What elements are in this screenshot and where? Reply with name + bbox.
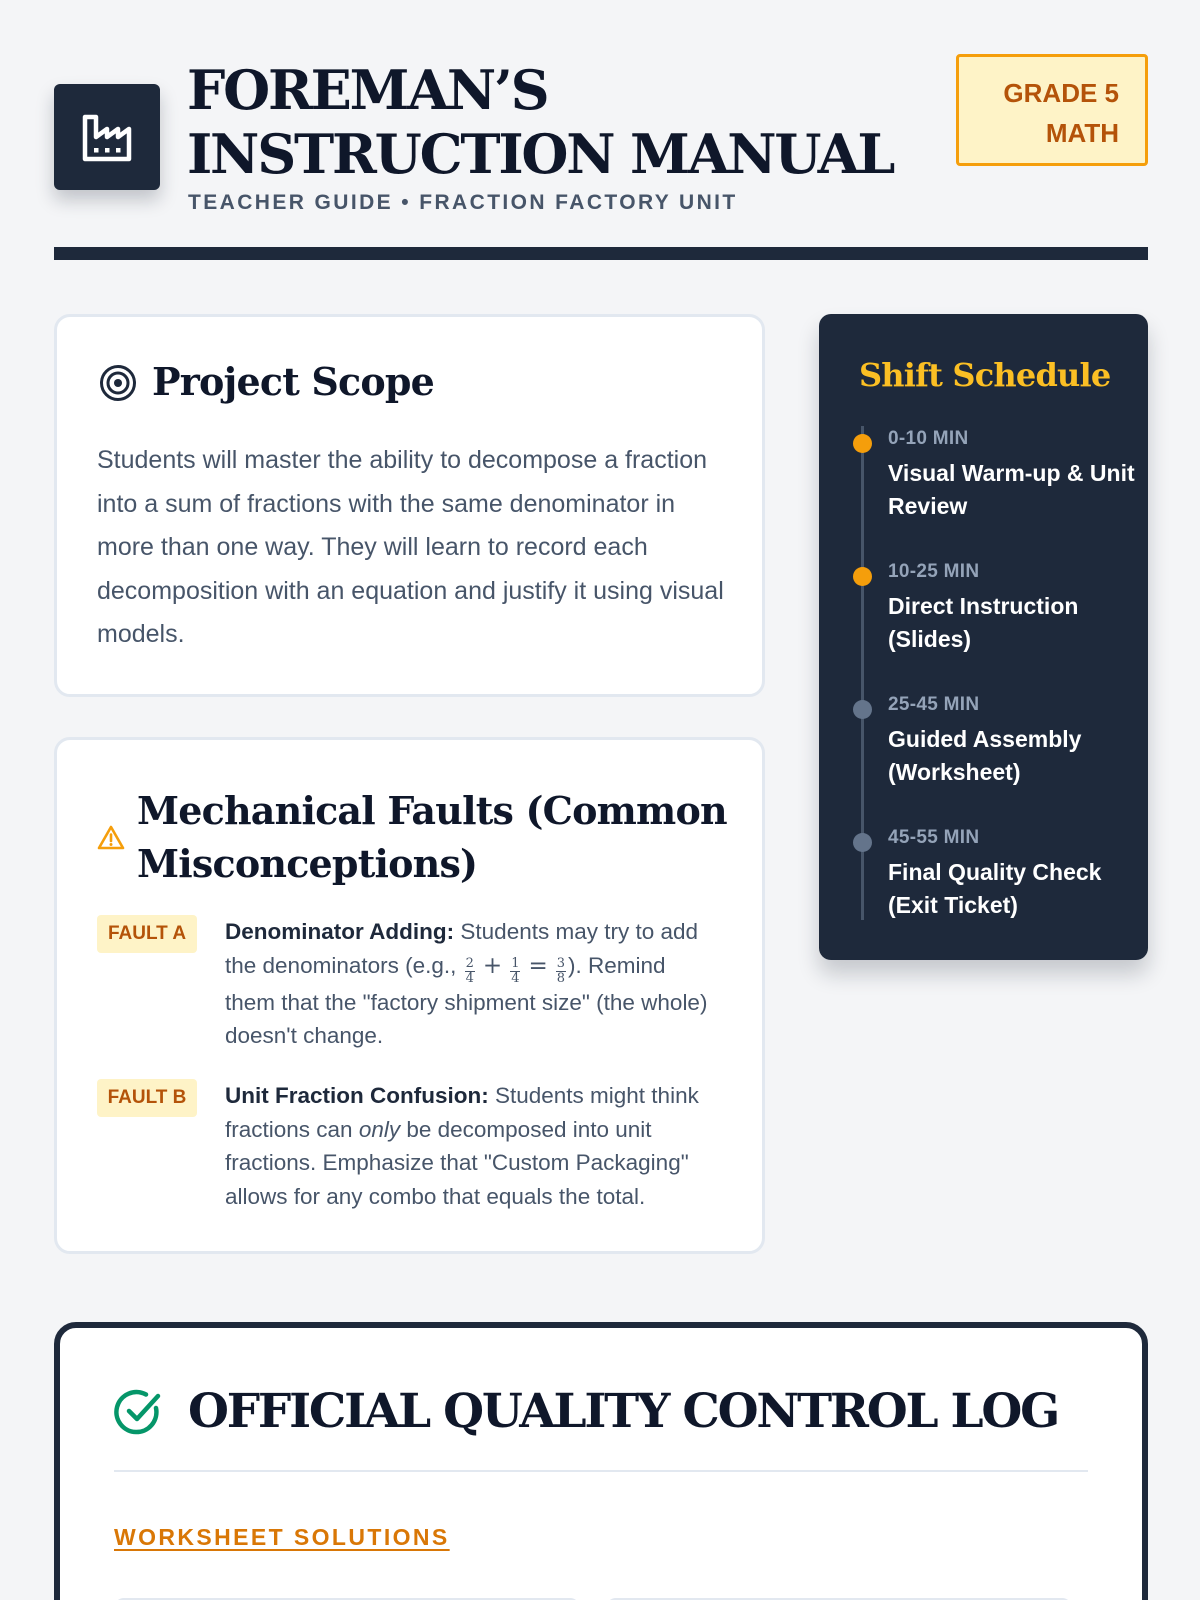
fraction-denominator: 8 (556, 970, 566, 986)
logo (54, 84, 160, 190)
page-subtitle: TEACHER GUIDE • FRACTION FACTORY UNIT (188, 191, 738, 214)
fraction-denominator: 4 (511, 970, 520, 986)
schedule-label: Direct Instruction (Slides) (888, 593, 1079, 652)
equals-sign: = (528, 952, 548, 979)
grade-badge-line2: MATH (1045, 118, 1119, 148)
fault-text: Students may try to add the denominators (e.g., (225, 919, 699, 978)
project-scope-title: Project Scope (152, 359, 435, 404)
fault-text: ). Remind them that the "factory shipment size" (the whole) doesn't change. (225, 952, 708, 1048)
timeline-dot (853, 700, 872, 719)
page-title: FOREMAN’S INSTRUCTION MANUAL (187, 58, 894, 186)
timeline-dot (853, 434, 872, 453)
fault-heading: Unit Fraction Confusion: (225, 1083, 489, 1108)
worksheet-solutions-link[interactable]: WORKSHEET SOLUTIONS (114, 1524, 450, 1550)
fault-text: be decomposed into unit fractions. Emphasize that "Custom Packaging" allows for any combo that equals the total. (225, 1116, 689, 1209)
fault-emphasis: only (358, 1116, 401, 1142)
fraction-numerator: 1 (511, 955, 520, 971)
schedule-time: 0-10 MIN (888, 428, 969, 449)
page (54, 0, 1148, 1600)
grade-badge (956, 54, 1148, 166)
project-scope-card (54, 314, 765, 697)
misconceptions-card (54, 737, 765, 1254)
fraction-denominator: 4 (465, 970, 474, 986)
fault-description (225, 915, 715, 1053)
target-icon (98, 363, 138, 403)
schedule-label: Final Quality Check (Exit Ticket) (888, 859, 1102, 918)
fraction-numerator: 3 (556, 955, 566, 971)
timeline-dot (853, 567, 872, 586)
misconceptions-title: Mechanical Faults (Common Misconceptions) (137, 788, 727, 886)
plus-sign: + (482, 952, 503, 979)
schedule-time: 10-25 MIN (888, 561, 980, 582)
fraction (465, 957, 475, 986)
factory-icon (79, 109, 135, 165)
divider (114, 1470, 1088, 1472)
schedule-label: Guided Assembly (Worksheet) (888, 726, 1082, 785)
fault-heading: Denominator Adding: (225, 919, 455, 944)
fraction-numerator: 2 (465, 955, 474, 971)
shift-schedule-title: Shift Schedule (859, 356, 1111, 394)
quality-control-log (54, 1322, 1148, 1600)
fault-description (225, 1079, 715, 1213)
grade-badge-line1: GRADE 5 (1003, 78, 1119, 108)
schedule-time: 25-45 MIN (888, 694, 980, 715)
warning-icon (97, 824, 125, 852)
header-divider (54, 247, 1148, 260)
schedule-time: 45-55 MIN (888, 827, 980, 848)
project-scope-text: Students will master the ability to decompose a fraction into a sum of fractions with the same denominator in more than one way. They will learn to record each decomposition with an equation and justify it using visual models. (97, 446, 724, 648)
fraction (556, 957, 566, 986)
fault-text: Students might think fractions can (225, 1083, 699, 1142)
check-circle-icon (112, 1386, 164, 1438)
schedule-label: Visual Warm-up & Unit Review (888, 460, 1135, 519)
fraction (510, 957, 520, 986)
timeline-dot (853, 833, 872, 852)
quality-control-title: OFFICIAL QUALITY CONTROL LOG (188, 1384, 1059, 1439)
fault-tag: FAULT B (97, 1079, 197, 1117)
fault-tag: FAULT A (97, 915, 197, 953)
shift-schedule (819, 314, 1148, 960)
